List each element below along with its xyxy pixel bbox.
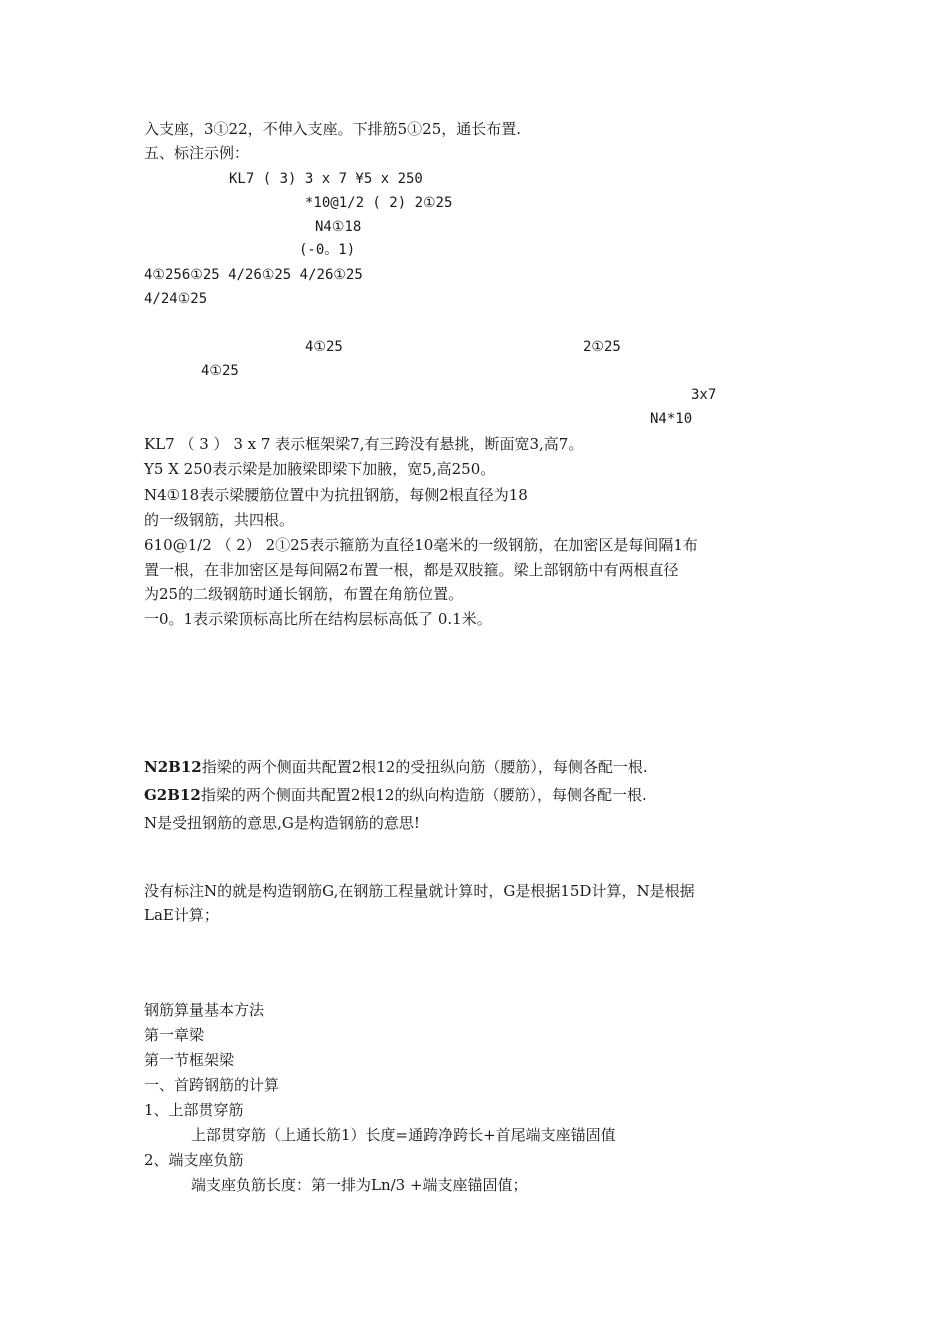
note-code: N2B12 [144,758,202,776]
chapter-heading: 第一章梁 [144,1026,205,1044]
document-heading: 钢筋算量基本方法 [144,1001,265,1019]
note-line: N是受扭钢筋的意思,G是构造钢筋的意思! [144,814,420,832]
text-line: 一0。1表示梁顶标高比所在结构层标高低了 0.1米。 [144,610,492,628]
diagram-label-section: 3x7 [691,387,717,403]
section-heading: 第一节框架梁 [144,1051,235,1069]
text-line: LaE计算； [144,906,219,924]
diagram-label-bars: 4/24①25 [144,291,208,307]
text-line: 610@1/2 （ 2） 2①25表示箍筋为直径10毫米的一级钢筋，在加密区是每间隔1布 [144,536,698,554]
diagram-label-bottom: 4①25 [201,363,239,379]
item-heading: 2、端支座负筋 [144,1151,244,1169]
diagram-label-top-bars: 4①256①25 4/26①25 4/26①25 [144,267,363,283]
text-line: 的一级钢筋，共四根。 [144,511,295,529]
section-heading: 五、标注示例： [144,144,250,162]
diagram-label-section-waist: N4*10 [650,411,693,427]
text-line: 为25的二级钢筋时通长钢筋，布置在角筋位置。 [144,585,464,603]
diagram-label-bottom-left: 4①25 [305,339,343,355]
note-text: 指梁的两个侧面共配置2根12的受扭纵向筋（腰筋），每侧各配一根. [201,758,648,776]
text-line: 没有标注N的就是构造钢筋G,在钢筋工程量就计算时，G是根据15D计算，N是根据 [144,882,695,900]
text-line: 入支座，3①22，不伸入支座。下排筋5①25，通长布置. [144,120,522,138]
subsection-heading: 一、首跨钢筋的计算 [144,1076,280,1094]
diagram-label-stirrup: *10@1/2 ( 2) 2①25 [305,195,453,211]
item-heading: 1、上部贯穿筋 [144,1101,244,1119]
diagram-label-elevation: (-0。1) [299,242,356,258]
note-line [144,785,647,805]
formula-text: 上部贯穿筋（上通长筋1）长度=通跨净跨长+首尾端支座锚固值 [191,1126,616,1144]
text-line: Y5 X 250表示梁是加腋梁即梁下加腋，宽5,高250。 [144,460,496,478]
note-code: G2B12 [144,786,201,804]
note-text: 指梁的两个侧面共配置2根12的纵向构造筋（腰筋），每侧各配一根. [200,786,647,804]
diagram-label-bottom-right: 2①25 [583,339,621,355]
text-line: KL7 （ 3 ） 3 x 7 表示框架梁7,有三跨没有悬挑，断面宽3,高7。 [144,435,584,453]
text-line: 置一根，在非加密区是每间隔2布置一根，都是双肢箍。梁上部钢筋中有两根直径 [144,561,679,579]
formula-text: 端支座负筋长度：第一排为Ln/3 +端支座锚固值； [191,1176,528,1194]
diagram-label-waist: N4①18 [315,219,362,235]
diagram-label-main: KL7 ( 3) 3 x 7 ¥5 x 250 [229,171,423,187]
text-line: N4①18表示梁腰筋位置中为抗扭钢筋，每侧2根直径为18 [144,486,528,504]
note-line [144,757,648,777]
